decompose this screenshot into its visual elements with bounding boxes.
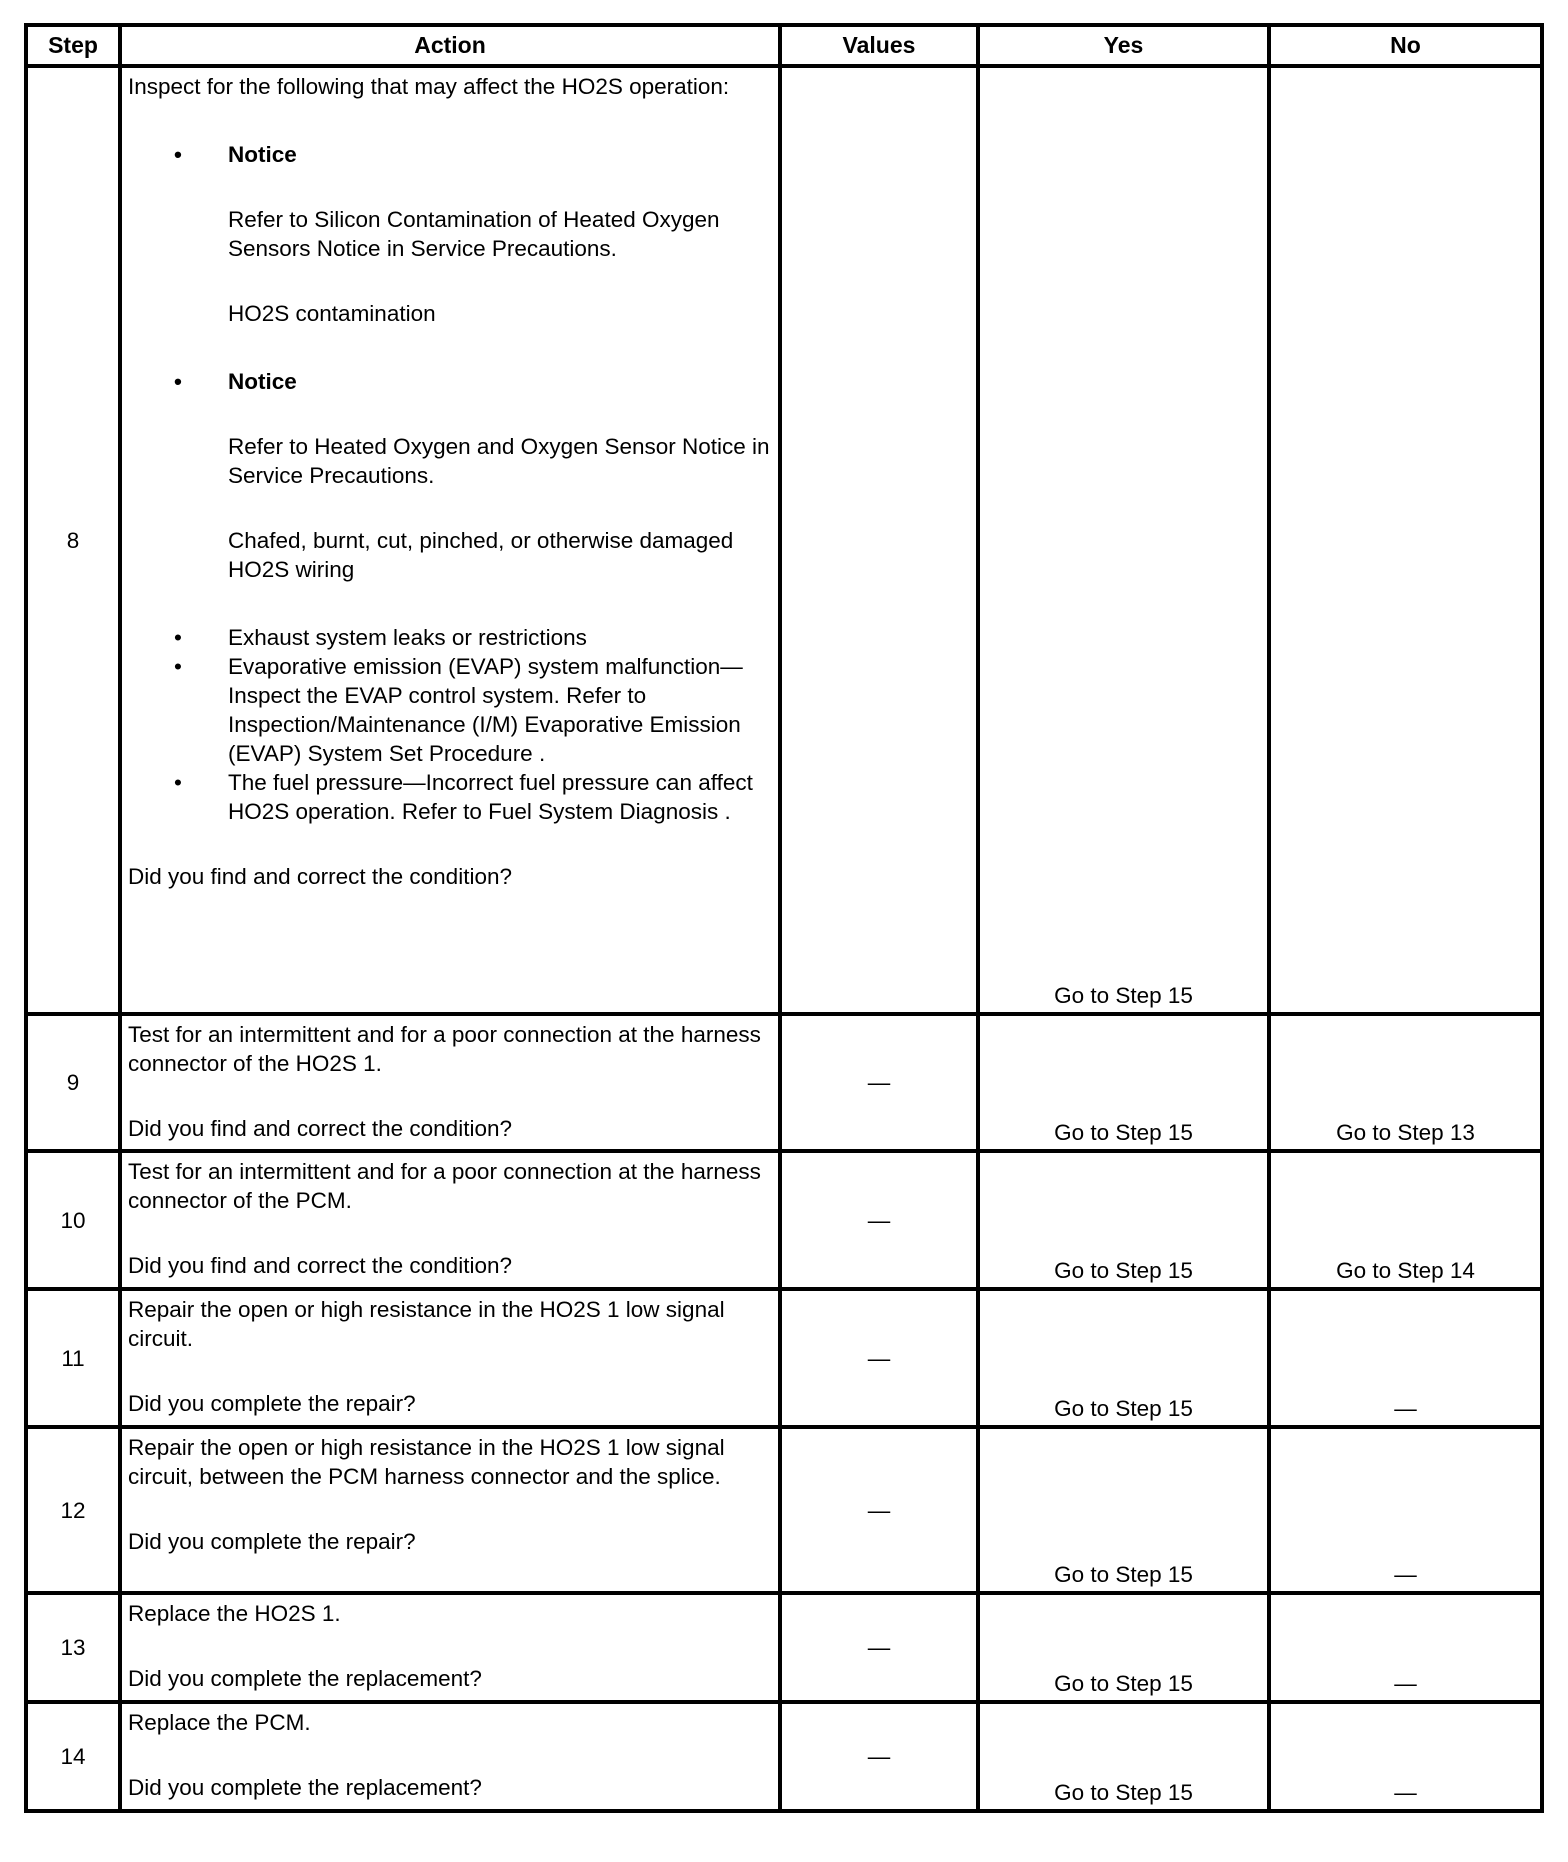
action-cell xyxy=(120,1151,780,1289)
notice-item: Chafed, burnt, cut, pinched, or otherwise damaged HO2S wiring xyxy=(228,528,734,582)
no-cell: — xyxy=(1269,1593,1542,1702)
step-number: 14 xyxy=(26,1702,120,1811)
action-question: Did you find and correct the condition? xyxy=(128,864,512,889)
action-cell xyxy=(120,1014,780,1151)
values-cell: — xyxy=(780,1702,978,1811)
notice-title: • Notice xyxy=(128,367,772,396)
notice-item: HO2S contamination xyxy=(228,301,436,326)
action-question: Did you complete the repair? xyxy=(128,1391,416,1416)
notice-text: Refer to Heated Oxygen and Oxygen Sensor Notice in Service Precautions. xyxy=(228,434,770,488)
header-yes: Yes xyxy=(978,25,1269,66)
table-row xyxy=(26,1014,1542,1151)
header-step: Step xyxy=(26,25,120,66)
action-question: Did you complete the repair? xyxy=(128,1529,416,1554)
table-row xyxy=(26,1702,1542,1811)
action-question: Did you complete the replacement? xyxy=(128,1775,482,1800)
header-values: Values xyxy=(780,25,978,66)
header-action: Action xyxy=(120,25,780,66)
action-text: Replace the PCM. xyxy=(128,1710,311,1735)
action-cell xyxy=(120,1593,780,1702)
action-cell xyxy=(120,1289,780,1427)
header-row xyxy=(26,25,1542,66)
values-cell: — xyxy=(780,1289,978,1427)
action-intro: Inspect for the following that may affect the HO2S operation: xyxy=(128,74,730,99)
action-text: Repair the open or high resistance in the HO2S 1 low signal circuit, between the PCM harness connector and the splice. xyxy=(128,1435,725,1489)
action-question: Did you find and correct the condition? xyxy=(128,1253,512,1278)
step-number: 8 xyxy=(26,66,120,1014)
action-cell xyxy=(120,1427,780,1593)
no-cell: — xyxy=(1269,1289,1542,1427)
header-no: No xyxy=(1269,25,1542,66)
step-number: 9 xyxy=(26,1014,120,1151)
action-text: Test for an intermittent and for a poor connection at the harness connector of the HO2S 1. xyxy=(128,1022,761,1076)
values-cell: — xyxy=(780,1151,978,1289)
no-cell: Go to Step 14 xyxy=(1269,1151,1542,1289)
no-cell: — xyxy=(1269,1702,1542,1811)
yes-cell: Go to Step 15 xyxy=(978,1289,1269,1427)
action-cell xyxy=(120,66,780,1014)
no-cell: — xyxy=(1269,1427,1542,1593)
yes-cell: Go to Step 15 xyxy=(978,1427,1269,1593)
values-cell: — xyxy=(780,1593,978,1702)
yes-cell: Go to Step 15 xyxy=(978,66,1269,1014)
step-number: 11 xyxy=(26,1289,120,1427)
notice-title: • Notice xyxy=(128,140,772,169)
table-row xyxy=(26,1427,1542,1593)
yes-cell: Go to Step 15 xyxy=(978,1014,1269,1151)
list-item: • Exhaust system leaks or restrictions xyxy=(128,623,772,652)
list-item: • The fuel pressure—Incorrect fuel pressure can affect HO2S operation. Refer to Fuel System Diagnosis . xyxy=(128,768,772,826)
yes-cell: Go to Step 15 xyxy=(978,1593,1269,1702)
step-number: 10 xyxy=(26,1151,120,1289)
table-row xyxy=(26,1289,1542,1427)
yes-cell: Go to Step 15 xyxy=(978,1151,1269,1289)
notice-text: Refer to Silicon Contamination of Heated Oxygen Sensors Notice in Service Precautions. xyxy=(228,207,720,261)
step-number: 12 xyxy=(26,1427,120,1593)
values-cell xyxy=(780,66,978,1014)
values-cell: — xyxy=(780,1427,978,1593)
table-row xyxy=(26,1593,1542,1702)
list-item: • Evaporative emission (EVAP) system malfunction—Inspect the EVAP control system. Refer to Inspection/Maintenance (I/M) Evaporative Emission (EVAP) System Set Procedure . xyxy=(128,652,772,768)
action-cell xyxy=(120,1702,780,1811)
diagnostic-table xyxy=(24,23,1544,1813)
action-text: Test for an intermittent and for a poor connection at the harness connector of the PCM. xyxy=(128,1159,761,1213)
table-row xyxy=(26,1151,1542,1289)
table-row xyxy=(26,66,1542,1014)
step-number: 13 xyxy=(26,1593,120,1702)
values-cell: — xyxy=(780,1014,978,1151)
yes-cell: Go to Step 15 xyxy=(978,1702,1269,1811)
action-question: Did you find and correct the condition? xyxy=(128,1116,512,1141)
no-cell: Go to Step 13 xyxy=(1269,1014,1542,1151)
action-text: Repair the open or high resistance in the HO2S 1 low signal circuit. xyxy=(128,1297,725,1351)
action-text: Replace the HO2S 1. xyxy=(128,1601,341,1626)
no-cell xyxy=(1269,66,1542,1014)
action-question: Did you complete the replacement? xyxy=(128,1666,482,1691)
